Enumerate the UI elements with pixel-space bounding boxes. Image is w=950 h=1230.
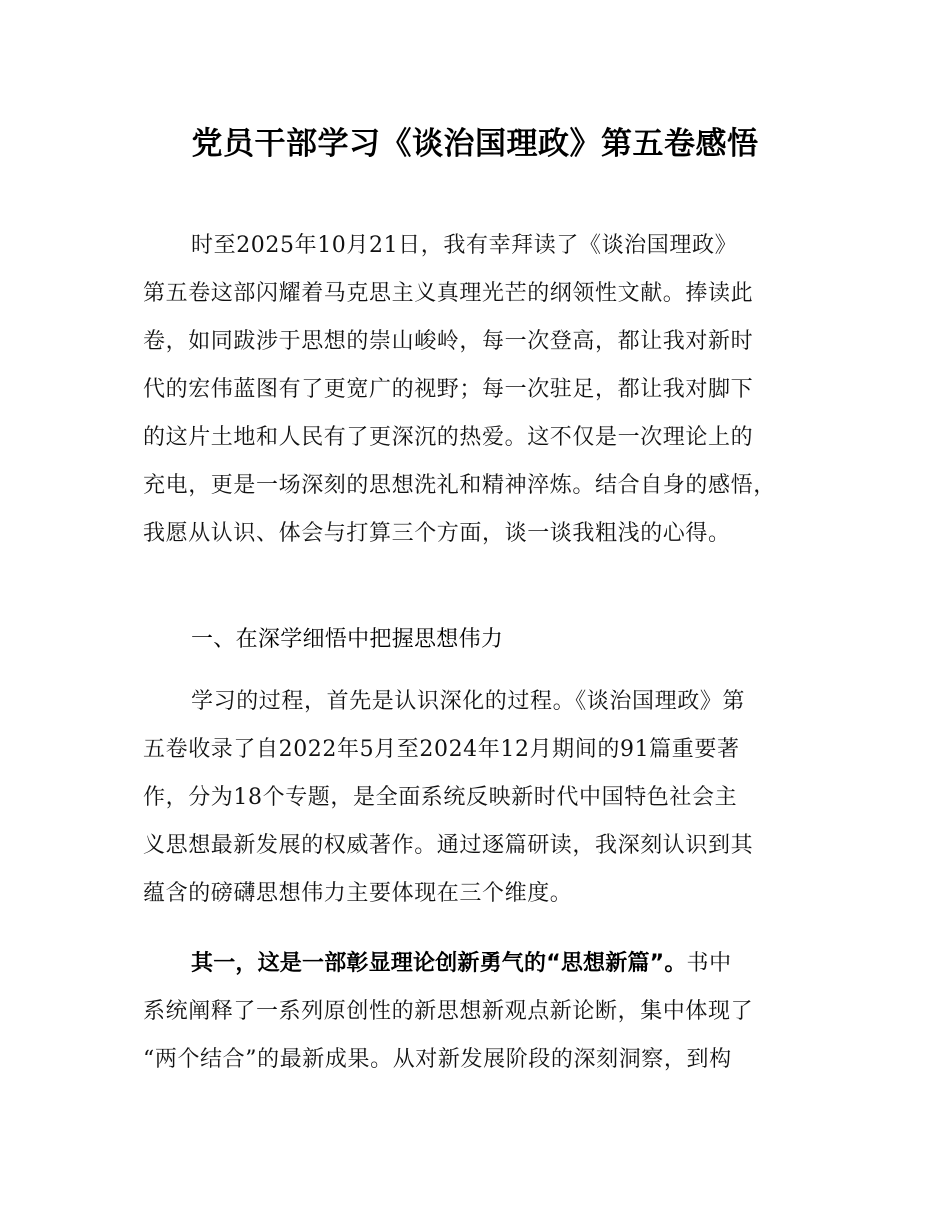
text-line: 充电，更是一场深刻的思想洗礼和精神淬炼。结合自身的感悟， (143, 473, 776, 498)
text-line: 我愿从认识、体会与打算三个方面，谈一谈我粗浅的心得。 (143, 521, 731, 546)
text-line (143, 940, 833, 988)
text-line: 义思想最新发展的权威著作。通过逐篇研读，我深刻认识到其 (143, 833, 754, 858)
text-line: 第五卷这部闪耀着马克思主义真理光芒的纲领性文献。捧读此 (143, 281, 754, 306)
text-line: 作，分为18个专题，是全面系统反映新时代中国特色社会主 (143, 785, 738, 810)
text-line: 代的宏伟蓝图有了更宽广的视野；每一次驻足，都让我对脚下 (143, 377, 754, 402)
intro-paragraph (143, 222, 833, 558)
text-line: 蕴含的磅礴思想伟力主要体现在三个维度。 (143, 881, 573, 906)
text-fragment: 书中 (686, 951, 732, 976)
text-line: 学习的过程，首先是认识深化的过程。《谈治国理政》第 (191, 689, 746, 714)
text-line: 系统阐释了一系列原创性的新思想新观点新论断，集中体现了 (143, 999, 754, 1024)
text-line: 卷，如同跋涉于思想的崇山峻岭，每一次登高，都让我对新时 (143, 329, 754, 354)
lead-sentence-bold: 其一，这是一部彰显理论创新勇气的“思想新篇”。 (191, 951, 687, 976)
text-line: “两个结合”的最新成果。从对新发展阶段的深刻洞察，到构 (143, 1047, 732, 1072)
document-title: 党员干部学习《谈治国理政》第五卷感悟 (191, 126, 759, 162)
text-line: 的这片土地和人民有了更深沉的热爱。这不仅是一次理论上的 (143, 425, 754, 450)
section1-paragraph1 (143, 678, 833, 918)
section1-paragraph2 (143, 940, 833, 1084)
text-line: 时至2025年10月21日，我有幸拜读了《谈治国理政》 (191, 233, 738, 258)
text-line: 五卷收录了自2022年5月至2024年12月期间的91篇重要著 (143, 737, 740, 762)
section-heading: 一、在深学细悟中把握思想伟力 (191, 627, 504, 652)
